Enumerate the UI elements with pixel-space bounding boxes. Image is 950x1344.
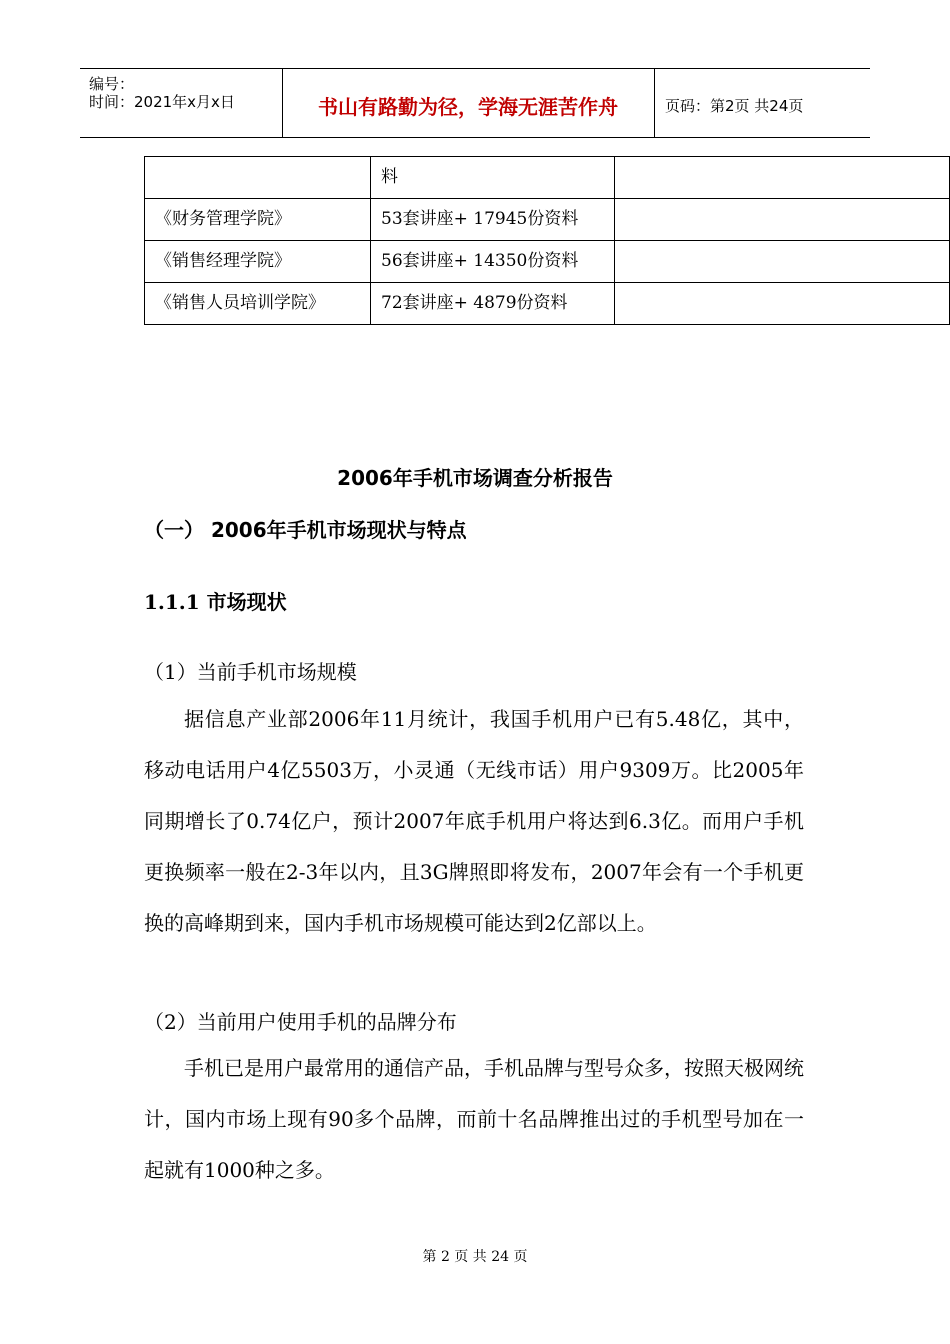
table-row: [145, 199, 950, 241]
report-title: 2006年手机市场调查分析报告: [337, 466, 613, 490]
header-page-number: 页码：第2页 共24页: [665, 97, 804, 115]
table-cell: 《销售经理学院》: [145, 241, 371, 283]
table-row: [145, 283, 950, 325]
table-cell: 料: [371, 157, 615, 199]
header-page-cell: [655, 69, 870, 137]
doc-time-label: 时间：2021年x月x日: [89, 93, 235, 111]
table-cell: [615, 283, 950, 325]
table-cell: 56套讲座+ 14350份资料: [371, 241, 615, 283]
table-cell: [615, 157, 950, 199]
item-heading-brand-distribution: （2）当前用户使用手机的品牌分布: [144, 1010, 457, 1034]
paragraph-market-scale: 据信息产业部2006年11月统计，我国手机用户已有5.48亿，其中，移动电话用户4亿5503万，小灵通（无线市话）用户9309万。比2005年同期增长了0.74亿户，预计2007年底手机用户将达到6.3亿。而用户手机更换频率一般在2-3年以内，且3G牌照即将发布，2007年会有一个手机更换的高峰期到来，国内手机市场规模可能达到2亿部以上。: [144, 707, 804, 935]
header-motto-cell: [282, 69, 655, 137]
item-heading-market-scale: （1）当前手机市场规模: [144, 660, 357, 684]
table-cell: [145, 157, 371, 199]
table-cell: 《财务管理学院》: [145, 199, 371, 241]
page-header: [80, 68, 870, 138]
header-info-cell: [80, 69, 283, 137]
section-heading: （一） 2006年手机市场现状与特点: [144, 518, 467, 542]
table-cell: [615, 241, 950, 283]
table-cell: 《销售人员培训学院》: [145, 283, 371, 325]
header-motto: 书山有路勤为径，学海无涯苦作舟: [318, 95, 618, 119]
table-row: [145, 157, 950, 199]
doc-number-label: 编号：: [89, 75, 135, 93]
table-row: [145, 241, 950, 283]
paragraph-brand-distribution: 手机已是用户最常用的通信产品，手机品牌与型号众多，按照天极网统计，国内市场上现有90多个品牌，而前十名品牌推出过的手机型号加在一起就有1000种之多。: [144, 1056, 804, 1182]
table-cell: [615, 199, 950, 241]
table-cell: 53套讲座+ 17945份资料: [371, 199, 615, 241]
page-footer: 第 2 页 共 24 页: [422, 1249, 528, 1265]
table-cell: 72套讲座+ 4879份资料: [371, 283, 615, 325]
subsection-heading: 1.1.1 市场现状: [144, 590, 287, 614]
course-table: [144, 156, 950, 325]
